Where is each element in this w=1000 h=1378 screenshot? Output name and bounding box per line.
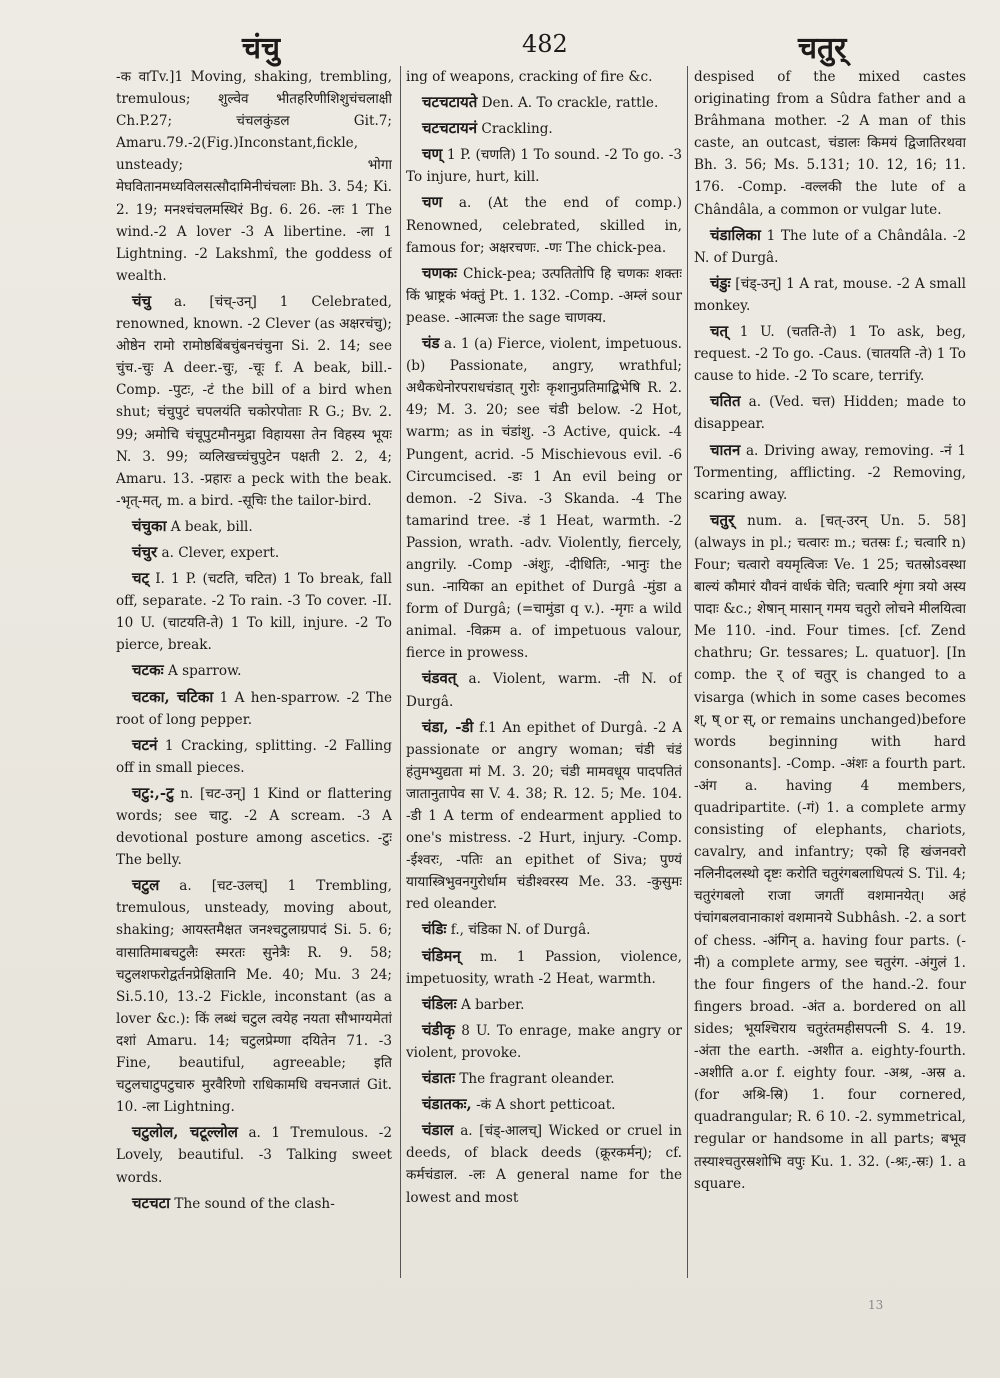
dictionary-entry [406, 918, 682, 941]
entry-definition: The fragrant oleander. [459, 1071, 615, 1088]
entry-definition: Den. A. To crackle, rattle. [481, 95, 659, 112]
dictionary-entry [406, 993, 682, 1016]
entry-headword: चटु:,-टु [132, 783, 174, 802]
entry-headword: चंडिमन् [422, 946, 461, 965]
entry-definition: 1 Cracking, splitting. -2 Falling off in small pieces. [116, 737, 392, 776]
dictionary-entry [694, 224, 966, 269]
entry-definition: 8 U. To enrage, make angry or violent, provoke. [406, 1022, 682, 1061]
entry-headword: चट् [132, 569, 150, 588]
entry-definition: ing of weapons, cracking of fire &c. [406, 69, 653, 85]
dictionary-entry [406, 332, 682, 664]
entry-headword: चंडुः [710, 273, 731, 292]
entry-headword: चंड [422, 334, 440, 353]
entry-definition: The sound of the clash- [174, 1195, 335, 1212]
dictionary-entry [116, 515, 392, 538]
dictionary-entry [694, 439, 966, 506]
column-divider [687, 66, 688, 1278]
entry-definition: a. Violent, warm. -ती N. of Durgâ. [406, 671, 682, 710]
page-header [0, 22, 1000, 66]
entry-headword: चटुल [132, 876, 160, 895]
dictionary-entry [694, 320, 966, 387]
entry-headword: चातन [710, 440, 741, 459]
entry-definition: a. Driving away, removing. -नं 1 Tormenting, afflicting. -2 Removing, scaring away. [694, 442, 966, 503]
entry-definition: f.1 An epithet of Durgâ. -2 A passionate or angry woman; चंडी चंडं हंतुमभ्युद्यता मां M. 3. 20; चंडी मामवधूय पादपतितं जातानुतापेव सा V. 4. 38; R. 12. 5; Me. 104. -डी 1 A term of endearment applied to one's mistress. -2 Hurt, injury. -Comp. -ईश्वरः, -पतिः an epithet of Siva; पुण्यं यायास्त्रिभुवनगुरोर्धाम चंडीश्वरस्य Me. 33. -कुसुमः red oleander. [406, 719, 682, 913]
dictionary-entry [116, 290, 392, 512]
dictionary-entry [116, 66, 392, 287]
column-3 [694, 66, 966, 1278]
entry-definition: I. 1 P. (चटति, चटित) 1 To break, fall off, separate. -2 To rain. -3 To cover. -II. 10 U. (चाटयति-ते) 1 To kill, injure. -2 To pierce, break. [116, 571, 392, 654]
dictionary-entry [406, 1093, 682, 1116]
entry-headword: चंडातः [422, 1069, 456, 1088]
entry-headword: चंडिलः [422, 994, 457, 1013]
entry-headword: चटकः [132, 661, 164, 680]
dictionary-entry [694, 509, 966, 1195]
entry-definition: a. Clever, expert. [161, 544, 280, 561]
dictionary-entry [406, 1019, 682, 1064]
entry-headword: चत् [710, 322, 729, 341]
entry-definition: Chick-pea; उत्पतितोपि हि चणकः शक्तः किं भ्राष्ट्रकं भंक्तुं Pt. 1. 132. -Comp. -अम्लं sour pease. -आत्मजः the sage चाणक्य. [406, 265, 682, 326]
dictionary-entry [116, 734, 392, 779]
entry-definition: 1 U. (चतति-ते) 1 To ask, beg, request. -2 To go. -Caus. (चातयति -ते) 1 To cause to hide. -2 To scare, terrify. [694, 324, 966, 385]
left-running-headword: चंचु [242, 31, 281, 66]
dictionary-entry [694, 66, 966, 221]
entry-definition: num. a. [चत्-उरन् Un. 5. 58] (always in pl.; चत्वारः m.; चतस्रः f.; चत्वारि n) Four; चत्वारो वयमृत्विजः Ve. 1 25; चतस्रोऽवस्था बाल्यं कौमारं यौवनं वार्धकं चेति; चत्वारि शृंगा त्रयो अस्य पादाः &c.; शेषान् मासान् गमय चतुरो लोचने मीलयित्वा Me 110. -ind. Four times. [cf. Zend chathru; Gr. tessares; L. quatuor]. [In comp. the र् of चतुर् is changed to a visarga (which in some cases becomes श्, ष् or स्, or remains unchanged)before words beginning with hard consonants]. -Comp. -अंशः a fourth part. -अंग a. having 4 members, quadripartite. (-गं) 1. a complete army consisting of elephants, chariots, cavalry, and infantry; एको हि खंजनवरो नलिनीदलस्थो दृष्टः करोति चतुरंगबलाधिपत्यं S. Til. 4; चतुरंगबलो राजा जगतीं वशमानयेत्। अहं पंचांगबलवानाकाशं वशमानये Subhâsh. -2. a sort of chess. -अंगिन् a. having four parts. (-नी) a complete army, see चतुरंग. -अंगुलं 1. the four fingers of the hand.-2. four fingers broad. -अंत a. bordered on all sides; भूयश्चिराय चतुरंतमहीसपत्नी S. 4. 19. -अंता the earth. -अशीत a. eighty-fourth. -अशीति a.or f. eighty four. -अश्र, -अस्र a. (for अश्रि-स्रि) 1. four cornered, quadrangular; R. 6 10. -2. symmetrical, regular or handsome in all parts; बभूव तस्याश्चतुरस्रशोभि वपुः Ku. 1. 32. (-श्रः,-स्रः) 1. a square. [694, 512, 966, 1192]
entry-definition: a. (At the end of comp.) Renowned, celebrated, skilled in, famous for; अक्षरचणः. -णः The chick-pea. [406, 195, 682, 256]
dictionary-entry [406, 1119, 682, 1208]
column-divider [400, 66, 401, 1278]
entry-definition: A beak, bill. [170, 518, 253, 535]
dictionary-entry [116, 1192, 392, 1215]
entry-headword: चटचटायनं [422, 119, 478, 138]
dictionary-entry [116, 686, 392, 731]
entry-definition: 1 A hen-sparrow. -2 The root of long pepper. [116, 689, 392, 728]
entry-definition: -क वाTv.]1 Moving, shaking, trembling, tremulous; शुल्वेव भीतहरिणीशिशुचंचलाक्षी Ch.P.27; चंचलकुंडल Git.7; Amaru.79.-2(Fig.)Inconstant,fickle, unsteady; भोगा मेघवितानमध्यविलसत्सौदामिनीचंचलाः Bh. 3. 54; Ki. 2. 19; मनश्चंचलमस्थिरं Bg. 6. 26. -लः 1 The wind.-2 A lover -3 A libertine. -ला 1 Lightning. -2 Lakshmî, the goddess of wealth. [116, 69, 392, 284]
dictionary-entry [406, 143, 682, 188]
entry-headword: चटचटायते [422, 93, 478, 112]
dictionary-entry [694, 272, 966, 317]
dictionary-entry [406, 716, 682, 916]
entry-definition: m. 1 Passion, violence, impetuosity, wrath -2 Heat, warmth. [406, 948, 682, 987]
entry-definition: 1 The lute of a Chândâla. -2 N. of Durgâ. [694, 227, 966, 266]
dictionary-entry [116, 1121, 392, 1188]
dictionary-entry [406, 66, 682, 88]
entry-headword: चंडिः [422, 920, 447, 939]
entry-headword: चंडीकृ [422, 1020, 455, 1039]
entry-headword: चंचुर [132, 542, 158, 561]
entry-headword: चण [422, 193, 443, 212]
dictionary-entry [116, 782, 392, 871]
entry-definition: despised of the mixed castes originating from a Sûdra father and a Brâhmana mother. -2 A man of this caste, an outcast, चंडालः किमयं द्विजातिरथवा Bh. 3. 56; Ms. 5.131; 10. 12, 16; 11. 176. -Comp. -वल्लकी the lute of a Chândâla, a common or vulgar lute. [694, 69, 966, 218]
entry-headword: चंचु [132, 291, 152, 310]
entry-headword: चंचुका [132, 516, 167, 535]
entry-headword: चंडातकः, [422, 1095, 472, 1114]
dictionary-entry [406, 1067, 682, 1090]
entry-headword: चणकः [422, 263, 457, 282]
entry-headword: चटका, चटिका [132, 687, 214, 706]
dictionary-entry [116, 541, 392, 564]
dictionary-entry [406, 262, 682, 329]
dictionary-entry [116, 567, 392, 656]
entry-definition: f., चंडिका N. of Durgâ. [450, 922, 591, 939]
entry-definition: a. 1 Tremulous. -2 Lovely, beautiful. -3 Talking sweet words. [116, 1125, 392, 1186]
entry-headword: चंडवत् [422, 669, 457, 688]
entry-headword: चटचटा [132, 1193, 171, 1212]
entry-definition: a. 1 (a) Fierce, violent, impetuous. (b) Passionate, angry, wrathful; अथैकधेनोरपराधचंडात् गुरोः कृशानुप्रतिमाद्बिभेषि R. 2. 49; M. 3. 20; see चंडी below. -2 Hot, warm; as in चंडांशु. -3 Active, quick. -4 Pungent, acrid. -5 Mischievous evil. -6 Circumcised. -डः 1 An evil being or demon. -2 Siva. -3 Skanda. -4 The tamarind tree. -डं 1 Heat, warmth. -2 Passion, wrath. -adv. Violently, fiercely, angrily. -Comp -अंशुः, -दीधितिः, -भानुः the sun. -नायिका an epithet of Durgâ -मुंडा a form of Durgâ; (=चामुंडा q v.). -मृगः a wild animal. -विक्रम a. of impetuous valour, fierce in prowess. [406, 336, 682, 662]
dictionary-entry [406, 117, 682, 140]
dictionary-entry [406, 191, 682, 258]
dictionary-entry [116, 659, 392, 682]
entry-definition: 1 P. (चणति) 1 To sound. -2 To go. -3 To injure, hurt, kill. [406, 147, 682, 186]
entry-definition: a. (Ved. चत्त) Hidden; made to disappear. [694, 394, 966, 433]
column-2 [406, 66, 682, 1278]
entry-definition: [चंड्-उन्] 1 A rat, mouse. -2 A small monkey. [694, 275, 966, 314]
entry-headword: चतुर् [710, 510, 735, 529]
page-number: 482 [522, 30, 568, 58]
faded-page-mark: 13 [868, 1298, 884, 1312]
entry-definition: A sparrow. [167, 663, 242, 680]
entry-definition: a. [चंच्-उन्] 1 Celebrated, renowned, known. -2 Clever (as अक्षरचंचु); ओष्ठेन रामो रामोष्ठबिंबचुंबनचंचुना Si. 2. 14; see चुंच.-चुः A deer.-चुः, -चूः f. A beak, bill.-Comp. -पुटः, -टं the bill of a bird when shut; चंचुपुटं चपलयंति चकोरपोताः R G.; Bv. 2. 99; अमोचि चंचूपुटमौनमुद्रा विहायसा तेन विहस्य भूयः N. 3. 99; व्यलिखच्चंचुपुटेन पक्षती 2. 2, 4; Amaru. 13. -प्रहारः a peck with the beak. -भृत्-मत्, m. a bird. -सूचिः the tailor-bird. [116, 293, 392, 509]
dictionary-entry [694, 390, 966, 435]
column-1 [116, 66, 392, 1278]
entry-definition: -कं A short petticoat. [476, 1097, 616, 1114]
entry-headword: चंडाल [422, 1121, 454, 1140]
dictionary-entry [406, 945, 682, 990]
entry-headword: चतित [710, 392, 741, 411]
right-running-headword: चतुर् [798, 31, 847, 66]
entry-headword: चटुलोल, चटूल्लोल [132, 1123, 238, 1142]
entry-definition: A barber. [460, 996, 525, 1013]
dictionary-entry [406, 667, 682, 712]
entry-definition: a. [चंड्-आलच्] Wicked or cruel in deeds, of black deeds (क्रूरकर्मन्); cf. कर्मचंडाल. -लः A general name for the lowest and most [406, 1123, 682, 1206]
entry-headword: चंडा, -डी [422, 717, 474, 736]
entry-headword: चटनं [132, 735, 158, 754]
entry-headword: चंडालिका [710, 225, 761, 244]
dictionary-entry [406, 91, 682, 114]
entry-definition: n. [चट-उन्] 1 Kind or flattering words; see चाटु. -2 A scream. -3 A devotional posture among ascetics. -टुः The belly. [116, 785, 392, 869]
entry-headword: चण् [422, 145, 443, 164]
dictionary-entry [116, 874, 392, 1118]
entry-definition: a. [चट-उलच्] 1 Trembling, tremulous, unsteady, moving about, shaking; आयस्तमैक्षत जनश्चटुलाग्रपादं Si. 5. 6; वासातिमाबचटुलैः स्मरतः सुनेत्रैः R. 9. 58; चटुलशफरोद्वर्तनप्रेक्षितानि Me. 40; Mu. 3 24; Si.5.10, 13.-2 Fickle, inconstant (as a lover &c.): किं लब्धं चटुल त्वयेह नयता सौभाग्यमेतां दशां Amaru. 14; चटुलप्रेम्णा दयितेन 71. -3 Fine, beautiful, agreeable; इति चटुलचाटुपटुचारु मुरवैरिणो राधिकामधि वचनजातं Git. 10. -ला Lightning. [116, 878, 392, 1116]
entry-definition: Crackling. [481, 121, 553, 138]
